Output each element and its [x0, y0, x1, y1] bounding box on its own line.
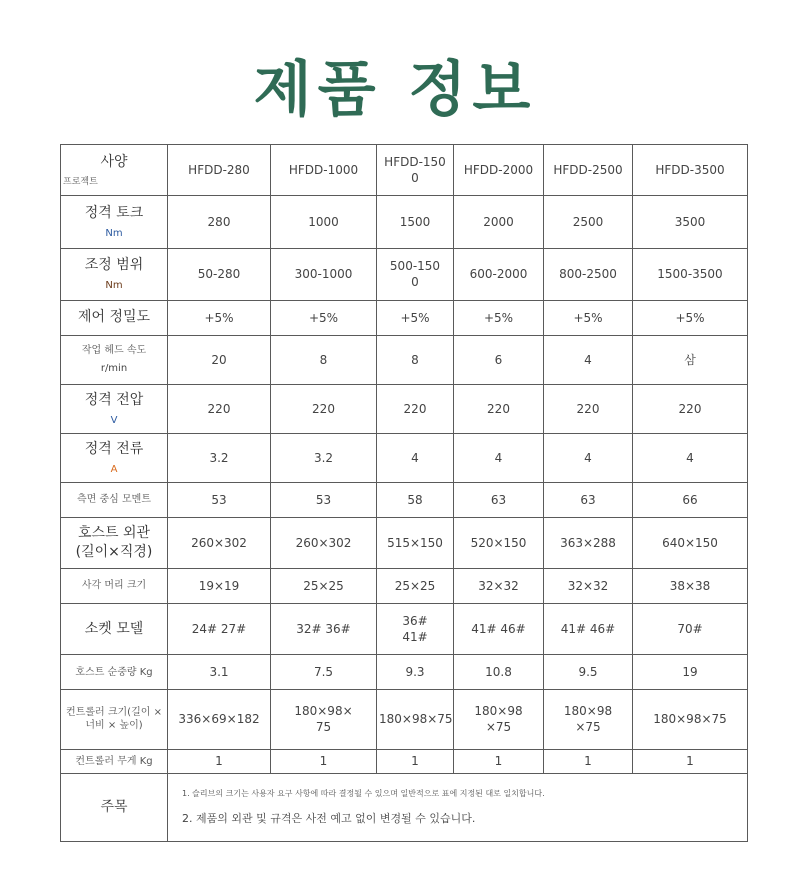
value-cell — [271, 604, 377, 655]
cell-text: HFDD-150 0 — [384, 154, 446, 186]
value-cell — [454, 248, 544, 300]
value-cell — [633, 749, 748, 774]
value-cell — [633, 196, 748, 248]
cell-text: 220 — [576, 401, 600, 416]
value-cell — [271, 749, 377, 774]
value-cell — [377, 384, 454, 433]
value-cell — [633, 300, 748, 335]
cell-text: 2000 — [483, 214, 514, 229]
value-cell — [377, 604, 454, 655]
value-cell — [633, 518, 748, 569]
row-label-cell — [61, 569, 168, 604]
value-cell — [168, 569, 271, 604]
cell-text: 6 — [494, 352, 503, 367]
value-cell — [271, 248, 377, 300]
cell-text: 24# 27# — [191, 622, 247, 637]
table-row — [61, 569, 748, 604]
row-label: 제어 정밀도 — [77, 309, 151, 326]
cell-text: 2500 — [572, 214, 604, 229]
value-cell — [633, 690, 748, 749]
value-cell — [271, 335, 377, 384]
table-row — [61, 655, 748, 690]
row-label-cell — [61, 655, 168, 690]
cell-text: 1500-3500 — [657, 267, 723, 282]
value-cell — [271, 196, 377, 248]
value-cell — [454, 196, 544, 248]
cell-text: 19 — [682, 665, 698, 680]
cell-text: 1500 — [399, 214, 431, 229]
value-cell — [633, 569, 748, 604]
value-cell — [377, 749, 454, 774]
row-label-cell — [61, 384, 168, 433]
value-cell — [377, 335, 454, 384]
table-row — [61, 196, 748, 248]
cell-text: 220 — [312, 401, 335, 416]
value-cell — [633, 384, 748, 433]
value-cell — [633, 483, 748, 518]
cell-text: 3.1 — [209, 665, 229, 680]
cell-text: 10.8 — [485, 665, 512, 680]
cell-text: 20 — [211, 352, 227, 367]
cell-text: 3.2 — [209, 451, 229, 465]
row-label-cell — [61, 335, 168, 384]
cell-text: HFDD-3500 — [655, 163, 725, 178]
note-line-1: 1. 슬리브의 크기는 사용자 요구 사항에 따라 결정될 수 있으며 일반적으로 표에 지정된 대로 일치합니다. — [182, 788, 545, 798]
cell-text: 8 — [319, 352, 328, 367]
row-label: 호스트 외관 (길이×직경) — [75, 525, 153, 561]
row-label-cell — [61, 749, 168, 774]
model-header-cell — [271, 145, 377, 196]
table-row — [61, 604, 748, 655]
row-label-cell — [61, 604, 168, 655]
cell-text: 640×150 — [662, 536, 718, 551]
cell-text: 520×150 — [470, 536, 527, 551]
value-cell — [454, 434, 544, 483]
value-cell — [377, 196, 454, 248]
cell-text: +5% — [204, 310, 234, 325]
value-cell — [544, 518, 633, 569]
value-cell — [633, 655, 748, 690]
value-cell — [544, 749, 633, 774]
value-cell — [168, 655, 271, 690]
table-row — [61, 749, 748, 774]
value-cell — [544, 483, 633, 518]
cell-text: 1 — [319, 754, 328, 769]
value-cell — [544, 604, 633, 655]
value-cell — [544, 196, 633, 248]
note-line-2: 2. 제품의 외관 및 규격은 사전 예고 없이 변경될 수 있습니다. — [182, 811, 476, 825]
cell-text: 220 — [207, 401, 231, 416]
cell-text: 1 — [494, 754, 503, 769]
value-cell — [271, 300, 377, 335]
value-cell — [168, 518, 271, 569]
row-unit: r/min — [100, 362, 128, 374]
cell-text: 1000 — [308, 214, 339, 229]
cell-text: 63 — [580, 493, 596, 508]
model-header-cell — [633, 145, 748, 196]
row-label: 정격 전압 — [84, 391, 144, 408]
table-row — [61, 384, 748, 433]
cell-text: 53 — [211, 493, 227, 508]
value-cell — [454, 518, 544, 569]
value-cell — [377, 569, 454, 604]
cell-text: 180×98×75 — [379, 712, 453, 727]
cell-text: 336×69×182 — [178, 712, 260, 727]
value-cell — [454, 300, 544, 335]
cell-text: 58 — [407, 493, 423, 508]
notes-label-cell — [61, 774, 168, 842]
value-cell — [168, 384, 271, 433]
cell-text: 220 — [678, 401, 702, 416]
value-cell — [168, 434, 271, 483]
row-unit: Nm — [105, 279, 123, 291]
table-row — [61, 518, 748, 569]
project-label: 프로젝트 — [63, 176, 98, 187]
row-label-cell — [61, 434, 168, 483]
cell-text: 500-150 0 — [389, 258, 441, 290]
model-header-cell — [168, 145, 271, 196]
cell-text: 25×25 — [303, 579, 344, 594]
cell-text: 180×98 ×75 — [474, 704, 523, 735]
value-cell — [633, 434, 748, 483]
value-cell — [168, 483, 271, 518]
value-cell — [544, 300, 633, 335]
value-cell — [377, 483, 454, 518]
row-label: 호스트 순중량 Kg — [75, 666, 153, 678]
cell-text: 7.5 — [313, 665, 334, 680]
value-cell — [168, 604, 271, 655]
page-title: 제품 정보 — [253, 55, 537, 125]
value-cell — [454, 384, 544, 433]
value-cell — [633, 335, 748, 384]
row-label: 컨트롤러 무게 Kg — [75, 755, 153, 767]
cell-text: +5% — [400, 310, 430, 325]
cell-text: 9.3 — [405, 665, 425, 680]
value-cell — [544, 434, 633, 483]
value-cell — [168, 300, 271, 335]
cell-text: +5% — [573, 310, 603, 325]
header-row — [61, 145, 748, 196]
value-cell — [633, 604, 748, 655]
cell-text: 41# 46# — [560, 622, 616, 637]
cell-text: +5% — [675, 310, 705, 325]
value-cell — [544, 384, 633, 433]
value-cell — [454, 483, 544, 518]
cell-text: 1 — [686, 754, 694, 769]
table-row — [61, 248, 748, 300]
cell-text: 41# 46# — [471, 622, 526, 637]
cell-text: 삼 — [684, 352, 696, 367]
row-unit: Nm — [105, 227, 123, 239]
value-cell — [271, 655, 377, 690]
cell-text: 1 — [411, 754, 419, 769]
row-label: 작업 헤드 속도 — [81, 345, 147, 357]
row-label-cell — [61, 300, 168, 335]
cell-text: 4 — [411, 451, 419, 465]
value-cell — [271, 569, 377, 604]
cell-text: 180×98× 75 — [294, 704, 353, 735]
cell-text: 4 — [494, 451, 503, 465]
value-cell — [168, 749, 271, 774]
cell-text: 260×302 — [295, 536, 352, 551]
value-cell — [454, 749, 544, 774]
notes-content-cell — [168, 774, 748, 842]
cell-text: HFDD-2000 — [463, 163, 534, 178]
spec-table — [60, 144, 748, 842]
cell-text: HFDD-280 — [188, 163, 250, 178]
cell-text: 260×302 — [191, 536, 247, 551]
row-label-cell — [61, 248, 168, 300]
cell-text: 180×98 ×75 — [563, 704, 613, 735]
cell-text: 63 — [490, 493, 507, 508]
value-cell — [168, 196, 271, 248]
row-label-cell — [61, 483, 168, 518]
value-cell — [454, 655, 544, 690]
value-cell — [377, 300, 454, 335]
cell-text: HFDD-2500 — [553, 163, 623, 178]
table-row — [61, 483, 748, 518]
row-label-cell — [61, 690, 168, 749]
value-cell — [544, 248, 633, 300]
cell-text: HFDD-1000 — [288, 163, 359, 178]
cell-text: 4 — [686, 451, 694, 465]
row-label: 조정 범위 — [84, 256, 144, 273]
row-label-cell — [61, 196, 168, 248]
cell-text: 220 — [487, 401, 510, 416]
value-cell — [271, 434, 377, 483]
cell-text: +5% — [308, 310, 339, 325]
table-row — [61, 300, 748, 335]
value-cell — [377, 434, 454, 483]
row-label: 정격 토크 — [84, 204, 144, 221]
cell-text: 50-280 — [197, 267, 241, 282]
value-cell — [633, 248, 748, 300]
cell-text: 600-2000 — [469, 267, 528, 282]
cell-text: 32# 36# — [296, 622, 351, 637]
cell-text: 515×150 — [387, 536, 443, 551]
cell-text: 280 — [207, 214, 231, 229]
value-cell — [454, 604, 544, 655]
cell-text: 8 — [411, 352, 419, 367]
cell-text: 4 — [584, 451, 592, 465]
cell-text: 363×288 — [560, 536, 616, 551]
row-label: 소켓 모델 — [84, 620, 144, 637]
table-row — [61, 335, 748, 384]
row-label: 정격 전류 — [84, 440, 144, 457]
cell-text: 32×32 — [478, 579, 519, 594]
value-cell — [544, 569, 633, 604]
value-cell — [168, 248, 271, 300]
model-header-cell — [544, 145, 633, 196]
table-row — [61, 690, 748, 749]
value-cell — [168, 335, 271, 384]
cell-text: 19×19 — [198, 579, 240, 594]
cell-text: 70# — [677, 622, 703, 637]
model-header-cell — [377, 145, 454, 196]
value-cell — [271, 518, 377, 569]
cell-text: 3.2 — [313, 451, 334, 465]
row-label: 컨트롤러 크기(길이 × 너비 × 높이) — [66, 706, 162, 732]
cell-text: +5% — [483, 310, 514, 325]
value-cell — [377, 248, 454, 300]
value-cell — [454, 335, 544, 384]
cell-text: 1 — [584, 754, 592, 769]
row-unit: V — [110, 414, 118, 426]
notes-row — [61, 774, 748, 842]
cell-text: 53 — [315, 493, 332, 508]
value-cell — [271, 690, 377, 749]
value-cell — [377, 690, 454, 749]
cell-text: 300-1000 — [294, 267, 353, 282]
cell-text: 3500 — [674, 214, 706, 229]
header-label-cell — [61, 145, 168, 196]
row-unit: A — [110, 463, 118, 475]
value-cell — [454, 569, 544, 604]
cell-text: 4 — [584, 352, 592, 367]
cell-text: 220 — [403, 401, 427, 416]
cell-text: 9.5 — [578, 665, 598, 680]
cell-text: 36# 41# — [402, 614, 428, 645]
notes-label: 주목 — [100, 799, 128, 816]
value-cell — [454, 690, 544, 749]
row-label: 측면 중심 모멘트 — [77, 494, 151, 506]
value-cell — [168, 690, 271, 749]
table-row — [61, 434, 748, 483]
value-cell — [271, 483, 377, 518]
cell-text: 38×38 — [669, 579, 711, 594]
cell-text: 1 — [215, 754, 223, 769]
cell-text: 32×32 — [567, 579, 609, 594]
cell-text: 25×25 — [394, 579, 436, 594]
cell-text: 800-2500 — [559, 267, 617, 282]
cell-text: 66 — [682, 493, 698, 508]
value-cell — [544, 655, 633, 690]
model-header-cell — [454, 145, 544, 196]
spec-label: 사양 — [100, 153, 128, 170]
value-cell — [544, 690, 633, 749]
value-cell — [271, 384, 377, 433]
value-cell — [544, 335, 633, 384]
cell-text: 180×98×75 — [653, 712, 727, 727]
row-label-cell — [61, 518, 168, 569]
value-cell — [377, 655, 454, 690]
value-cell — [377, 518, 454, 569]
row-label: 사각 머리 크기 — [81, 580, 147, 592]
